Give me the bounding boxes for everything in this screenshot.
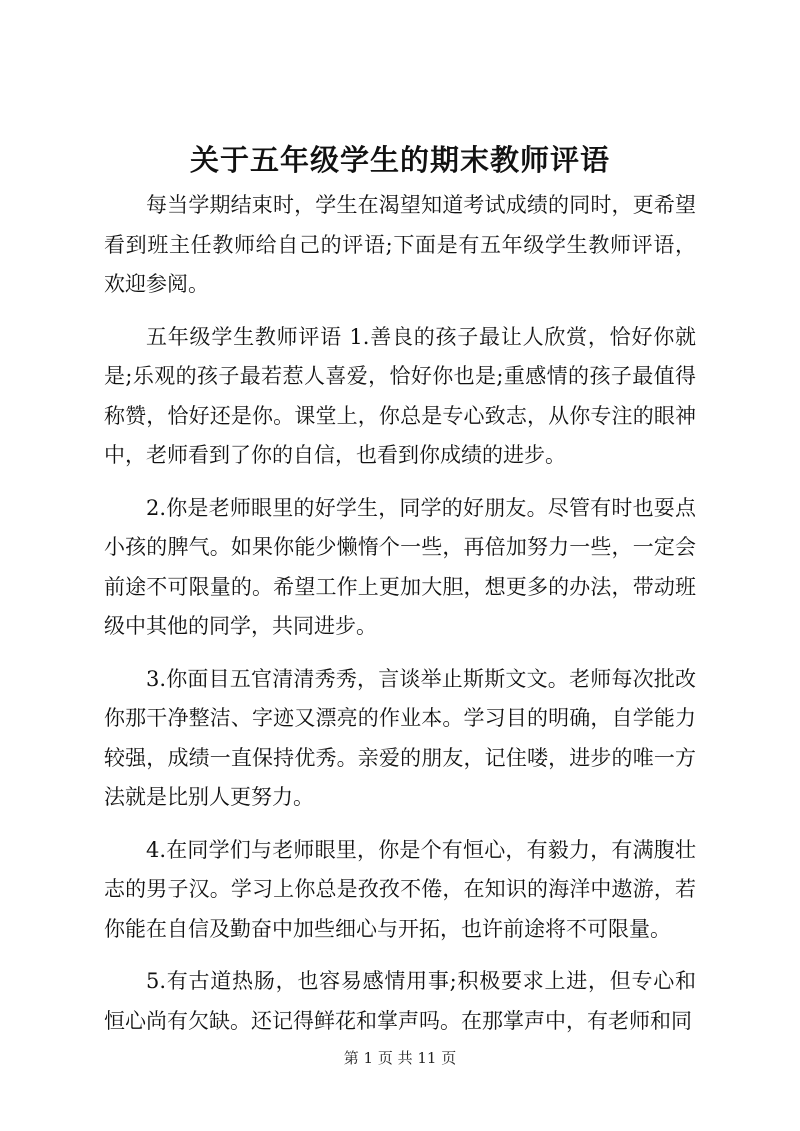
document-title: 关于五年级学生的期末教师评语: [189, 143, 610, 177]
paragraph-intro: 每当学期结束时，学生在渴望知道考试成绩的同时，更希望看到班主任教师给自己的评语;下面是有五年级学生教师评语，欢迎参阅。: [104, 193, 696, 296]
paragraph-comment-3: 3.你面目五官清清秀秀，言谈举止斯斯文文。老师每次批改你那干净整洁、字迹又漂亮的作业本。学习目的明确，自学能力较强，成绩一直保持优秀。亲爱的朋友，记住喽，进步的唯一方法就是比别人更努力。: [104, 666, 696, 809]
page-footer: 第 1 页 共 11 页: [343, 1049, 457, 1067]
paragraph-comment-4: 4.在同学们与老师眼里，你是个有恒心，有毅力，有满腹壮志的男子汉。学习上你总是孜孜不倦，在知识的海洋中遨游，若你能在自信及勤奋中加些细心与开拓，也许前途将不可限量。: [104, 837, 696, 941]
document-body: [104, 186, 696, 1054]
paragraph-comment-1: 五年级学生教师评语 1.善良的孩子最让人欣赏，恰好你就是;乐观的孩子最若惹人喜爱，恰好你也是;重感情的孩子最值得称赞，恰好还是你。课堂上，你总是专心致志，从你专注的眼神中，老师看到了你的自信，也看到你成绩的进步。: [104, 324, 696, 467]
paragraph-comment-2: 2.你是老师眼里的好学生，同学的好朋友。尽管有时也耍点小孩的脾气。如果你能少懒惰个一些，再倍加努力一些，一定会前途不可限量的。希望工作上更加大胆，想更多的办法，带动班级中其他的同学，共同进步。: [104, 495, 696, 638]
paragraph-comment-5: 5.有古道热肠，也容易感情用事;积极要求上进，但专心和恒心尚有欠缺。还记得鲜花和掌声吗。在那掌声中，有老师和同: [104, 969, 696, 1033]
